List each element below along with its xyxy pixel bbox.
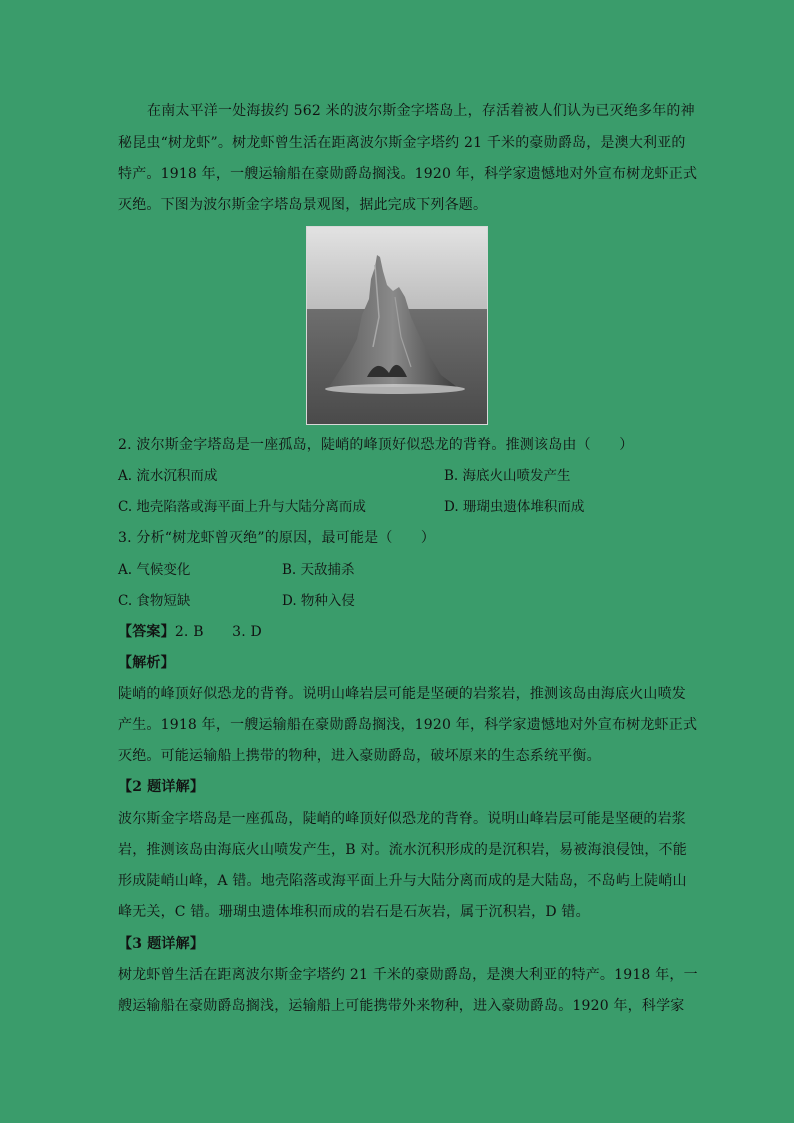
intro-line-3: 特产。1918 年，一艘运输船在豪勋爵岛搁浅。1920 年，科学家遗憾地对外宣布树龙虾正式 — [118, 166, 698, 182]
question-3-option-d: D. 物种入侵 — [282, 593, 355, 609]
detail-2-line-1: 波尔斯金字塔岛是一座孤岛，陡峭的峰顶好似恐龙的背脊。说明山峰岩层可能是坚硬的岩浆 — [118, 811, 686, 827]
answer-line — [118, 622, 678, 642]
analysis-line-3: 灭绝。可能运输船上携带的物种，进入豪勋爵岛，破坏原来的生态系统平衡。 — [118, 748, 601, 764]
analysis-line-1: 陡峭的峰顶好似恐龙的背脊。说明山峰岩层可能是坚硬的岩浆岩，推测该岛由海底火山喷发 — [118, 686, 686, 702]
detail-2-line-3: 形成陡峭山峰，A 错。地壳陷落或海平面上升与大陆分离而成的是大陆岛，不岛屿上陡峭山 — [118, 873, 687, 889]
question-3-stem: 3. 分析“树龙虾曾灭绝”的原因，最可能是（ ） — [118, 530, 436, 546]
question-2-stem: 2. 波尔斯金字塔岛是一座孤岛，陡峭的峰顶好似恐龙的背脊。推测该岛由（ ） — [118, 437, 634, 453]
pyramid-island-photo — [306, 226, 488, 425]
question-3-option-a: A. 气候变化 — [118, 562, 191, 578]
question-2-option-c: C. 地壳陷落或海平面上升与大陆分离而成 — [118, 499, 366, 515]
detail-3-line-2: 艘运输船在豪勋爵岛搁浅，运输船上可能携带外来物种，进入豪勋爵岛。1920 年，科学家 — [118, 998, 685, 1014]
answer-text: 2. B 3. D — [174, 624, 262, 640]
detail-3-line-1: 树龙虾曾生活在距离波尔斯金字塔约 21 千米的豪勋爵岛，是澳大利亚的特产。1918 年，一 — [118, 967, 698, 983]
intro-line-1: 在南太平洋一处海拔约 562 米的波尔斯金字塔岛上，存活着被人们认为已灭绝多年的神 — [147, 103, 695, 119]
detail-2-line-2: 岩，推测该岛由海底火山喷发产生，B 对。流水沉积形成的是沉积岩，易被海浪侵蚀，不能 — [118, 842, 687, 858]
analysis-label: 【解析】 — [118, 655, 175, 671]
answer-label: 【答案】 — [118, 624, 175, 640]
analysis-line-2: 产生。1918 年，一艘运输船在豪勋爵岛搁浅，1920 年，科学家遗憾地对外宣布树龙虾正式 — [118, 717, 698, 733]
detail-2-line-4: 峰无关，C 错。珊瑚虫遗体堆积而成的岩石是石灰岩，属于沉积岩，D 错。 — [118, 904, 590, 920]
question-3-option-b: B. 天敌捕杀 — [282, 562, 355, 578]
detail-3-label: 【3 题详解】 — [118, 936, 205, 952]
question-2-option-a: A. 流水沉积而成 — [118, 468, 218, 484]
question-3-option-c: C. 食物短缺 — [118, 593, 191, 609]
intro-line-2: 秘昆虫“树龙虾”。树龙虾曾生活在距离波尔斯金字塔约 21 千米的豪勋爵岛，是澳大利亚的 — [118, 135, 686, 151]
question-2-option-b: B. 海底火山喷发产生 — [444, 468, 571, 484]
intro-line-4: 灭绝。下图为波尔斯金字塔岛景观图，据此完成下列各题。 — [118, 197, 488, 213]
detail-2-label: 【2 题详解】 — [118, 779, 205, 795]
question-2-option-d: D. 珊瑚虫遗体堆积而成 — [444, 499, 585, 515]
